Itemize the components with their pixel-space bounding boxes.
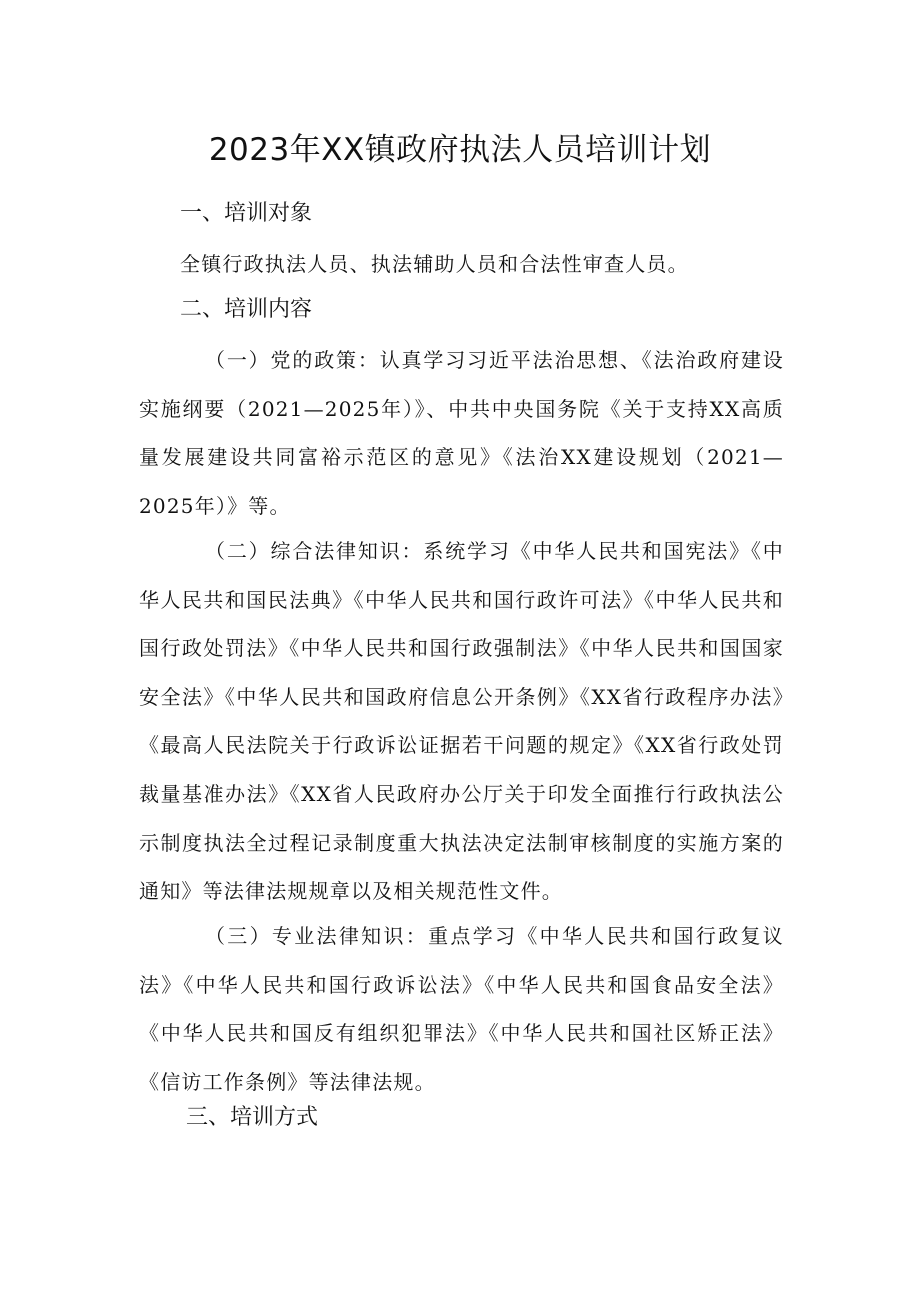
paragraph-training-target: 全镇行政执法人员、执法辅助人员和合法性审查人员。	[180, 252, 689, 276]
paragraph-general-law: （二）综合法律知识：系统学习《中华人民共和国宪法》《中华人民共和国民法典》《中华人民共和国行政许可法》《中华人民共和国行政处罚法》《中华人民共和国行政强制法》《中华人民共和国国家安全法》《中华人民共和国政府信息公开条例》《XX省行政程序办法》《最高人民法院关于行政诉讼证据若干问题的规定》《XX省行政处罚裁量基准办法》《XX省人民政府办公厅关于印发全面推行行政执法公示制度执法全过程记录制度重大执法决定法制审核制度的实施方案的通知》等法律法规规章以及相关规范性文件。	[139, 539, 784, 904]
section-heading-training-target: 一、培训对象	[180, 201, 313, 226]
section-heading-training-content: 二、培训内容	[180, 297, 313, 322]
paragraph-professional-law: （三）专业法律知识：重点学习《中华人民共和国行政复议法》《中华人民共和国行政诉讼法》《中华人民共和国食品安全法》《中华人民共和国反有组织犯罪法》《中华人民共和国社区矫正法》《信访工作条例》等法律法规。	[139, 924, 784, 1094]
paragraph-party-policy: （一）党的政策：认真学习习近平法治思想、《法治政府建设实施纲要（2021—2025年）》、中共中央国务院《关于支持XX高质量发展建设共同富裕示范区的意见》《法治XX建设规划（2021—2025年）》等。	[139, 348, 784, 518]
section-heading-training-method: 三、培训方式	[186, 1105, 319, 1130]
document-title: 2023年XX镇政府执法人员培训计划	[208, 132, 712, 168]
